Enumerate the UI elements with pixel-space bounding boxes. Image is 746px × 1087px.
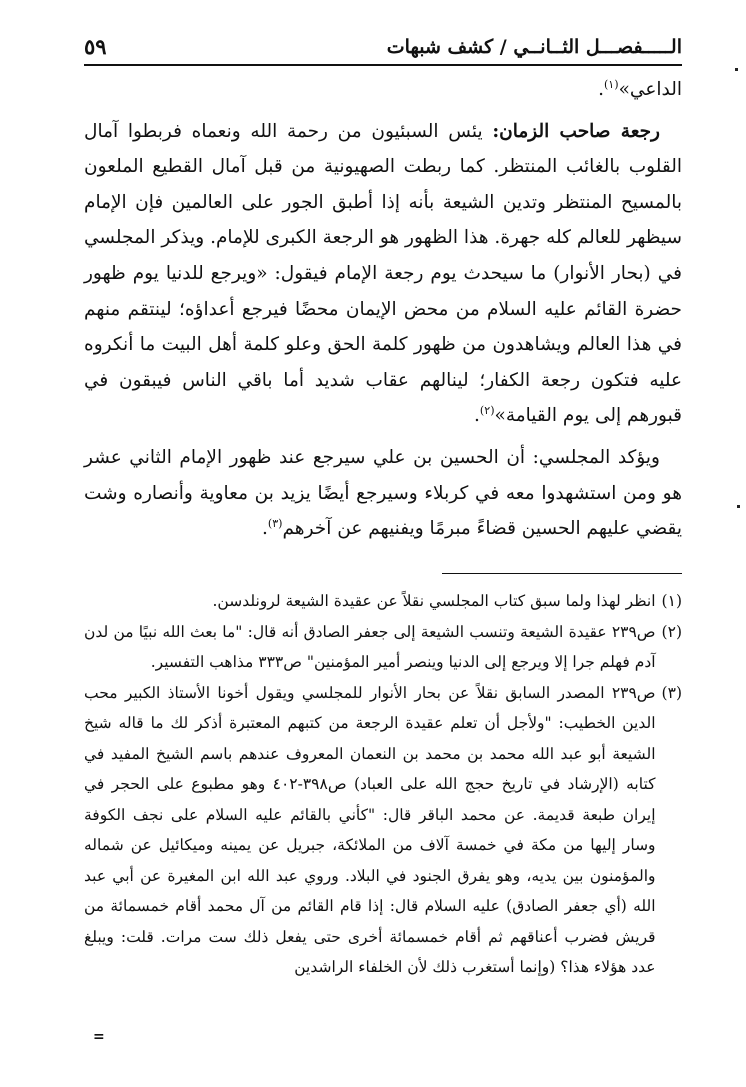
chapter-title: الـــــفصـــل الثــانــي / كشف شبهات [386, 36, 682, 58]
footnote-number: (٢) [661, 622, 682, 641]
paragraph-text: الداعي» [618, 79, 682, 100]
continuation-mark: = [93, 1029, 105, 1045]
footnote [84, 617, 682, 678]
header-rule [84, 64, 682, 66]
paragraph-end: . [598, 79, 604, 100]
footnote [84, 678, 682, 983]
footnotes [84, 586, 682, 983]
paragraph [84, 72, 682, 108]
paragraph-text: يئس السبئيون من رحمة الله ونعماه فربطوا آمال القلوب بالغائب المنتظر. كما ربطت الصهيونية من قبل آمال القطيع الملعون بالمسيح المنتظر وتدين الشيعة بأنه إذا أطبق الجور على العالمين فإن الإمام سيظهر للعالم كله جهرة. هذا الظهور هو الرجعة الكبرى للإمام. ويذكر المجلسي في (بحار الأنوار) ما سيحدث يوم رجعة الإمام فيقول: «ويرجع للدنيا يوم ظهور حضرة القائم عليه السلام من محض الإيمان محضًا فيرجع أعداؤه؛ لينتقم منهم في هذا العالم ويشاهدون من ظهور كلمة الحق وعلو كلمة أهل البيت ما أنكروه عليه فتكون رجعة الكفار؛ لينالهم عقاب شديد أما باقي الناس فيبقون في قبورهم إلى يوم القيامة» [84, 120, 682, 427]
paragraph-end: . [474, 405, 480, 427]
margin-tick [737, 505, 740, 508]
paragraph [84, 440, 682, 547]
running-header [84, 32, 682, 62]
footnote-text: ص٢٣٩ عقيدة الشيعة وتنسب الشيعة إلى جعفر الصادق أنه قال: "ما بعث الله نبيًا من لدن آدم فهلم جرا إلا ويرجع إلى الدنيا وينصر أمير المؤمنين" ص٣٣٣ مذاهب التفسير. [84, 622, 656, 671]
footnote-text: ص٢٣٩ المصدر السابق نقلاً عن بحار الأنوار للمجلسي ويقول أخونا الأستاذ الكبير محب الدين الخطيب: "ولأجل أن تعلم عقيدة الرجعة من كتبهم المعتبرة أذكر لك ما قاله شيخ الشيعة أبو عبد الله محمد بن محمد بن النعمان المعروف عندهم باسم الشيخ المفيد في كتابه (الإرشاد في تاريخ حجج الله على العباد) ص٣٩٨-٤٠٢ وهو مطبوع على الحجر في إيران طبعة قديمة. عن محمد الباقر قال: "كأني بالقائم عليه السلام على نجف الكوفة وسار إليها من مكة في خمسة آلاف من الملائكة، جبريل عن يمينه وميكائيل عن شماله والمؤمنون بين يديه، وهو يفرق الجنود في البلاد. وروي عبد الله ابن المغيرة عن أبي عبد الله (أي جعفر الصادق) عليه السلام قال: إذا قام القائم من آل محمد أقام خمسمائة من قريش فضرب أعناقهم ثم أقام خمسمائة أخرى حتى يفعل ذلك ست مرات. قلت: ويبلغ عدد هؤلاء هذا؟ (وإنما أستغرب ذلك لأن الخلفاء الراشدين [84, 683, 656, 976]
footnote-ref: (٣) [267, 516, 283, 530]
section-lead: رجعة صاحب الزمان: [492, 120, 660, 142]
footnote-ref: (١) [603, 77, 619, 91]
footnote [84, 586, 682, 617]
footnote-text: انظر لهذا ولما سبق كتاب المجلسي نقلاً عن عقيدة الشيعة لرونلدسن. [212, 592, 656, 610]
footnote-ref: (٢) [479, 404, 495, 418]
paragraph-end: . [261, 518, 268, 540]
footnote-number: (٣) [661, 683, 682, 702]
paragraph [84, 114, 682, 434]
margin-tick [735, 68, 738, 71]
footnote-separator [442, 573, 682, 574]
footnote-number: (١) [661, 592, 682, 610]
paragraph-text: ويؤكد المجلسي: أن الحسين بن علي سيرجع عند ظهور الإمام الثاني عشر هو ومن استشهدوا معه في كربلاء وسيرجع أيضًا يزيد بن معاوية وأنصاره وشت يقضي عليهم الحسين قضاءً مبرمًا ويفنيهم عن آخرهم [84, 446, 682, 540]
page-number: ٥٩ [84, 34, 107, 59]
main-text [84, 72, 682, 553]
